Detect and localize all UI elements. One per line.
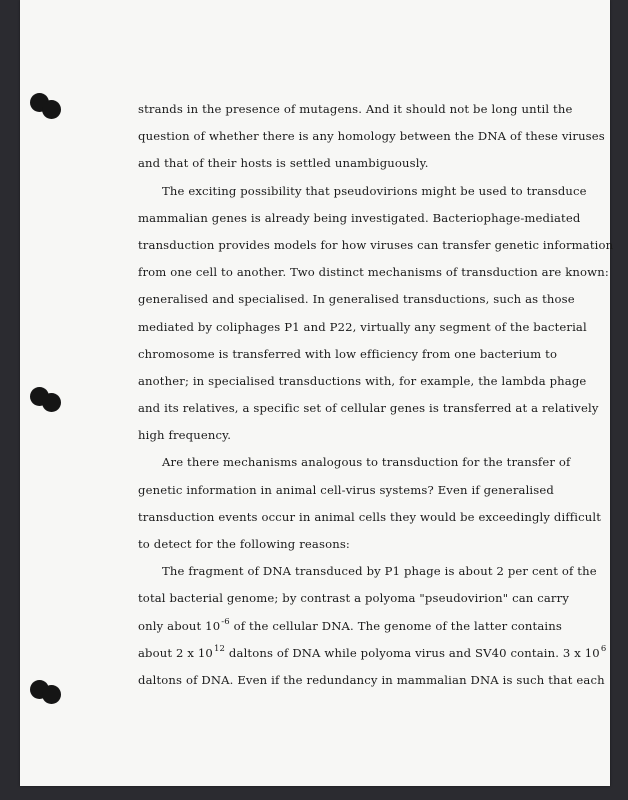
superscript-exponent: -6 [221, 616, 230, 627]
text-line: from one cell to another. Two distinct mechanisms of transduction are known: [138, 265, 609, 280]
text-line: Are there mechanisms analogous to transduction for the transfer of [162, 455, 571, 470]
text-fragment: of the cellular DNA. The genome of the latter contains [229, 618, 562, 633]
text-line: The exciting possibility that pseudovirions might be used to transduce [162, 183, 587, 198]
text-fragment: about 2 x 10 [138, 645, 213, 660]
text-line: high frequency. [138, 428, 232, 443]
text-line: and its relatives, a specific set of cellular genes is transferred at a relatively [138, 401, 599, 416]
text-line: mammalian genes is already being investigated. Bacteriophage-mediated [138, 210, 581, 225]
punch-hole-icon [42, 393, 61, 412]
text-line: generalised and specialised. In generalised transductions, such as those [138, 292, 575, 307]
text-line: chromosome is transferred with low efficiency from one bacterium to [138, 346, 558, 361]
text-line: daltons of DNA. Even if the redundancy in mammalian DNA is such that each [138, 672, 605, 687]
text-line: total bacterial genome; by contrast a polyoma "pseudovirion" can carry [138, 591, 570, 606]
text-line: another; in specialised transductions with, for example, the lambda phage [138, 373, 587, 388]
text-fragment: only about 10 [138, 618, 221, 633]
text-line: transduction provides models for how viruses can transfer genetic information [138, 237, 614, 252]
text-line: genetic information in animal cell-virus systems? Even if generalised [138, 482, 554, 497]
punch-hole-icon [42, 100, 61, 119]
superscript-exponent: 6 [600, 643, 607, 654]
text-line: question of whether there is any homology between the DNA of these viruses [138, 129, 605, 144]
text-line: strands in the presence of mutagens. And it should not be long until the [138, 102, 573, 116]
text-line-with-exponent [138, 613, 604, 640]
text-fragment: daltons of DNA while polyoma virus and SV40 contain. 3 x 10 [225, 645, 600, 660]
superscript-exponent: 12 [213, 643, 226, 654]
text-line-with-exponent [138, 640, 607, 667]
text-line: mediated by coliphages P1 and P22, virtually any segment of the bacterial [138, 319, 587, 334]
text-line: to detect for the following reasons: [138, 537, 350, 551]
text-line: and that of their hosts is settled unambiguously. [138, 156, 429, 171]
body-text [138, 96, 614, 694]
text-line: The fragment of DNA transduced by P1 phage is about 2 per cent of the [162, 564, 597, 579]
text-line: transduction events occur in animal cells they would be exceedingly difficult [138, 509, 602, 524]
punch-hole-icon [42, 685, 61, 704]
